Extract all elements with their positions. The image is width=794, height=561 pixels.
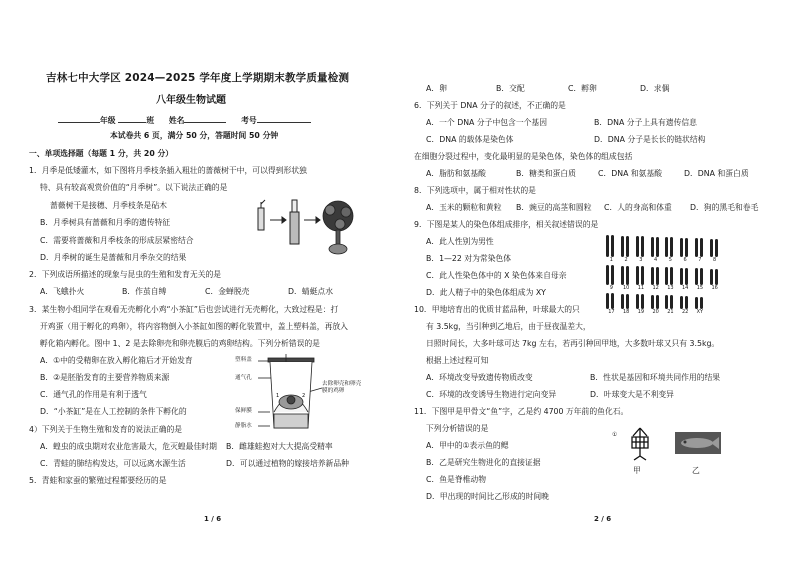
chromosome-pair (606, 235, 616, 257)
marker-2-label: 2 (302, 393, 306, 399)
q2-option-c[interactable]: C．金蝉脱壳 (205, 287, 250, 296)
chromosome-label: 13 (667, 285, 674, 291)
page-number-2: 2 / 6 (594, 515, 612, 523)
chromosome-label: 11 (637, 285, 645, 291)
q5-option-b[interactable]: B．交配 (496, 84, 525, 93)
q6-option-c[interactable]: C．DNA 的载体是染色体 (426, 135, 514, 144)
q11-option-a[interactable]: A．甲中的①表示鱼的鳃 (426, 441, 509, 450)
chromosome-pair (636, 294, 646, 309)
oracle-fish-glyph-icon (625, 426, 655, 460)
q8-option-b[interactable]: B．豌豆的高茎和圆粒 (516, 203, 592, 212)
q9-option-c[interactable]: C．此人性染色体中的 X 染色体来自母亲 (426, 271, 567, 280)
q2-stem: 2．下列成语所描述的现象与昆虫的生殖和发育无关的是 (29, 270, 222, 279)
fig-label-vent: 通气孔 (235, 375, 252, 381)
q2-option-d[interactable]: D．蜻蜓点水 (288, 287, 333, 296)
q7-option-d[interactable]: D．DNA 和蛋白质 (684, 169, 749, 178)
q1-option-b[interactable]: B．月季树具有蔷薇和月季的遗传特征 (40, 218, 171, 227)
q6-option-a[interactable]: A．一个 DNA 分子中包含一个基因 (426, 118, 548, 127)
chromosome-pair (621, 294, 631, 309)
q2-option-a[interactable]: A．飞蛾扑火 (40, 287, 85, 296)
q3-option-b[interactable]: B．②是胚胎发育的主要营养物质来源 (40, 373, 170, 382)
chromosome-label: 6 (683, 257, 687, 263)
q7-option-b[interactable]: B．糖类和蛋白质 (516, 169, 576, 178)
q1-option-c[interactable]: C．需要将蔷薇和月季枝条的形成层紧密结合 (40, 236, 194, 245)
q11-option-d[interactable]: D．甲出现的时间比乙形成的时间晚 (426, 492, 549, 501)
q10-option-c[interactable]: C．环境的改变诱导生物进行定向变异 (426, 390, 557, 399)
q5-option-a[interactable]: A．卵 (426, 84, 447, 93)
exam-subtitle: 八年级生物试题 (156, 95, 226, 106)
q10-stem-3: 日照时间长，大多叶球可达 7kg 左右，若再引种回甲地，大多数叶球又只有 3.5kg。 (426, 339, 720, 348)
fig-label-membrane: 去除卵壳和卵壳膜的鸡卵 (322, 381, 362, 394)
chromosome-label: 14 (681, 285, 689, 291)
q4-option-c[interactable]: C．青蛙的肺结构发达，可以远离水源生活 (40, 459, 186, 468)
fig-label-lid: 塑料盖 (235, 357, 252, 363)
chromosome-pair (680, 268, 690, 286)
chromosome-label: 16 (711, 285, 718, 291)
chromosome-label: 5 (668, 257, 672, 263)
chromosome-label: 21 (667, 309, 674, 315)
chromosome-pair (695, 268, 705, 285)
chromosome-pair (651, 267, 661, 286)
fig-label-film: 保鲜膜 (235, 408, 252, 414)
q5-stem: 5．青蛙和家蚕的繁殖过程都要经历的是 (29, 476, 167, 485)
q11-option-c[interactable]: C．鱼是脊椎动物 (426, 475, 487, 484)
fish-fossil-image (675, 432, 721, 454)
student-info-line: 年级 班 姓名 考号 (58, 114, 311, 126)
q4-stem: 4）下列关于生物生殖和发育的说法正确的是 (29, 425, 183, 434)
q3-option-c[interactable]: C．通气孔的作用是有利于透气 (40, 390, 147, 399)
chromosome-pair (665, 267, 675, 285)
q10-stem-2: 有 3.5kg，当引种到乙地后，由于昼夜温差大， (426, 322, 591, 331)
q10-stem-4: 根据上述过程可知 (426, 356, 489, 365)
chromosome-label: 17 (608, 309, 615, 315)
q8-stem: 8．下列选项中，属于相对性状的是 (414, 186, 536, 195)
q7-option-a[interactable]: A．脂肪和氨基酸 (426, 169, 486, 178)
q11-stem-2: 下列分析错误的是 (426, 424, 489, 433)
karyotype-figure (604, 233, 722, 315)
exam-title: 吉林七中大学区 2024—2025 学年度上学期期末教学质量检测 (46, 72, 350, 84)
q5-option-d[interactable]: D．求偶 (640, 84, 670, 93)
q4-option-a[interactable]: A．蝗虫的成虫期对农业危害最大，危灭蝗最佳时期 (40, 442, 217, 451)
chromosome-label: 10 (622, 285, 630, 291)
q1-stem-2: 特、具有较高观赏价值的“月季树”。以下说法正确的是 (40, 183, 228, 192)
chromosome-label: 20 (652, 309, 659, 315)
q3-stem-2: 开鸡蛋（用于孵化的鸡卵），将内容物倒入小茶缸如图的孵化装置中，盖上塑料盖，再放入 (40, 322, 348, 331)
q5-option-c[interactable]: C．孵卵 (568, 84, 597, 93)
chromosome-pair (636, 236, 646, 257)
q1-stem-1: 1．月季是低矮灌木，如下图将月季枝条插入粗壮的蔷薇树干中，可以得到形状独 (29, 166, 307, 175)
chromosome-pair (636, 266, 646, 285)
q7-stem: 在细胞分裂过程中，变化最明显的是染色体，染色体的组成包括 (414, 152, 633, 161)
q8-option-a[interactable]: A．玉米的颗粒和黄粒 (426, 203, 502, 212)
fig-label-yi: 乙 (692, 466, 700, 475)
q8-option-d[interactable]: D．狗的黑毛和卷毛 (690, 203, 759, 212)
chromosome-label: 2 (624, 257, 628, 263)
chromosome-label: 12 (652, 285, 659, 291)
q3-stem-1: 3．某生物小组同学在观看无壳孵化小鸡“小茶缸”后也尝试进行无壳孵化，大致过程是：打 (29, 305, 339, 314)
q10-option-d[interactable]: D．叶球变大是不利变异 (590, 390, 674, 399)
chromosome-label: 19 (637, 309, 645, 315)
q9-option-b[interactable]: B．1—22 对为常染色体 (426, 254, 512, 263)
chromosome-pair (680, 296, 690, 309)
chromosome-label: 1 (609, 257, 613, 263)
q6-option-d[interactable]: D．DNA 分子是长长的链状结构 (594, 135, 706, 144)
chromosome-label: XY (696, 309, 704, 315)
q2-option-b[interactable]: B．作茧自缚 (122, 287, 167, 296)
chromosome-pair (621, 236, 631, 258)
q9-option-a[interactable]: A．此人性别为男性 (426, 237, 494, 246)
page-number-1: 1 / 6 (204, 515, 222, 523)
chromosome-pair (665, 237, 675, 257)
q9-option-d[interactable]: D．此人精子中的染色体组成为 XY (426, 288, 546, 297)
q10-stem-1: 10．甲地培育出的优质甘蓝品种，叶球最大的只 (414, 305, 580, 314)
q7-option-c[interactable]: C．DNA 和氨基酸 (598, 169, 663, 178)
chromosome-pair (606, 265, 616, 285)
chromosome-pair (665, 295, 675, 309)
fig-label-water: 静脂水 (235, 423, 252, 429)
q3-option-a[interactable]: A．①中的受精卵在放入孵化箱后才开始发育 (40, 356, 193, 365)
q1-option-a[interactable]: 蔷薇树干是接穗、月季枝条是砧木 (50, 201, 167, 210)
chromosome-label: 18 (622, 309, 630, 315)
q3-stem-3: 孵化箱内孵化。图中 1、2 是去除卵壳和卵壳膜后的鸡卵结构。下列分析错误的是 (40, 339, 320, 348)
chromosome-label: 3 (639, 257, 643, 263)
q9-stem: 9．下图是某人的染色体组成排序，相关叙述错误的是 (414, 220, 599, 229)
q11-stem-1: 11．下图甲是甲骨文“鱼”字，乙是约 4700 万年前的鱼化石。 (414, 407, 629, 416)
chromosome-label: 15 (696, 285, 704, 291)
section-1-heading: 一、单项选择题（每题 1 分，共 20 分） (29, 149, 174, 158)
chromosome-pair (695, 238, 705, 257)
chromosome-label: 4 (654, 257, 658, 263)
q6-stem: 6．下列关于 DNA 分子的叙述，不正确的是 (414, 101, 566, 110)
q4-option-d[interactable]: D．可以通过植物的嫁接培养新品种 (226, 459, 349, 468)
chromosome-pair (621, 266, 631, 286)
chromosome-pair (695, 297, 705, 309)
chromosome-pair (680, 238, 690, 258)
chromosome-pair (651, 295, 661, 309)
chromosome-label: 9 (609, 285, 613, 291)
chromosome-pair (606, 293, 616, 309)
q10-option-a[interactable]: A．环境改变导致遗传物质改变 (426, 373, 533, 382)
chromosome-pair (710, 239, 720, 258)
q10-option-b[interactable]: B．性状是基因和环境共同作用的结果 (590, 373, 721, 382)
chromosome-pair (651, 237, 661, 258)
q6-option-b[interactable]: B．DNA 分子上具有遗传信息 (594, 118, 697, 127)
exam-note: 本试卷共 6 页，满分 50 分，答题时间 50 分钟 (110, 131, 279, 140)
q4-option-b[interactable]: B．雌雄蛙抱对大大提高受精率 (226, 442, 333, 451)
q1-option-d[interactable]: D．月季树的诞生是蔷薇和月季杂交的结果 (40, 253, 187, 262)
fig-label-jia: 甲 (633, 466, 641, 475)
q8-option-c[interactable]: C．人的身高和体重 (604, 203, 672, 212)
fig-marker-1: ① (612, 432, 618, 438)
marker-1-label: 1 (276, 393, 280, 399)
chromosome-label: 22 (681, 309, 689, 315)
q3-option-d[interactable]: D．“小茶缸”是在人工控制的条件下孵化的 (40, 407, 187, 416)
chromosome-label: 8 (713, 257, 717, 263)
chromosome-label: 7 (698, 257, 702, 263)
chromosome-pair (710, 269, 720, 286)
q11-option-b[interactable]: B．乙是研究生物进化的直接证据 (426, 458, 541, 467)
